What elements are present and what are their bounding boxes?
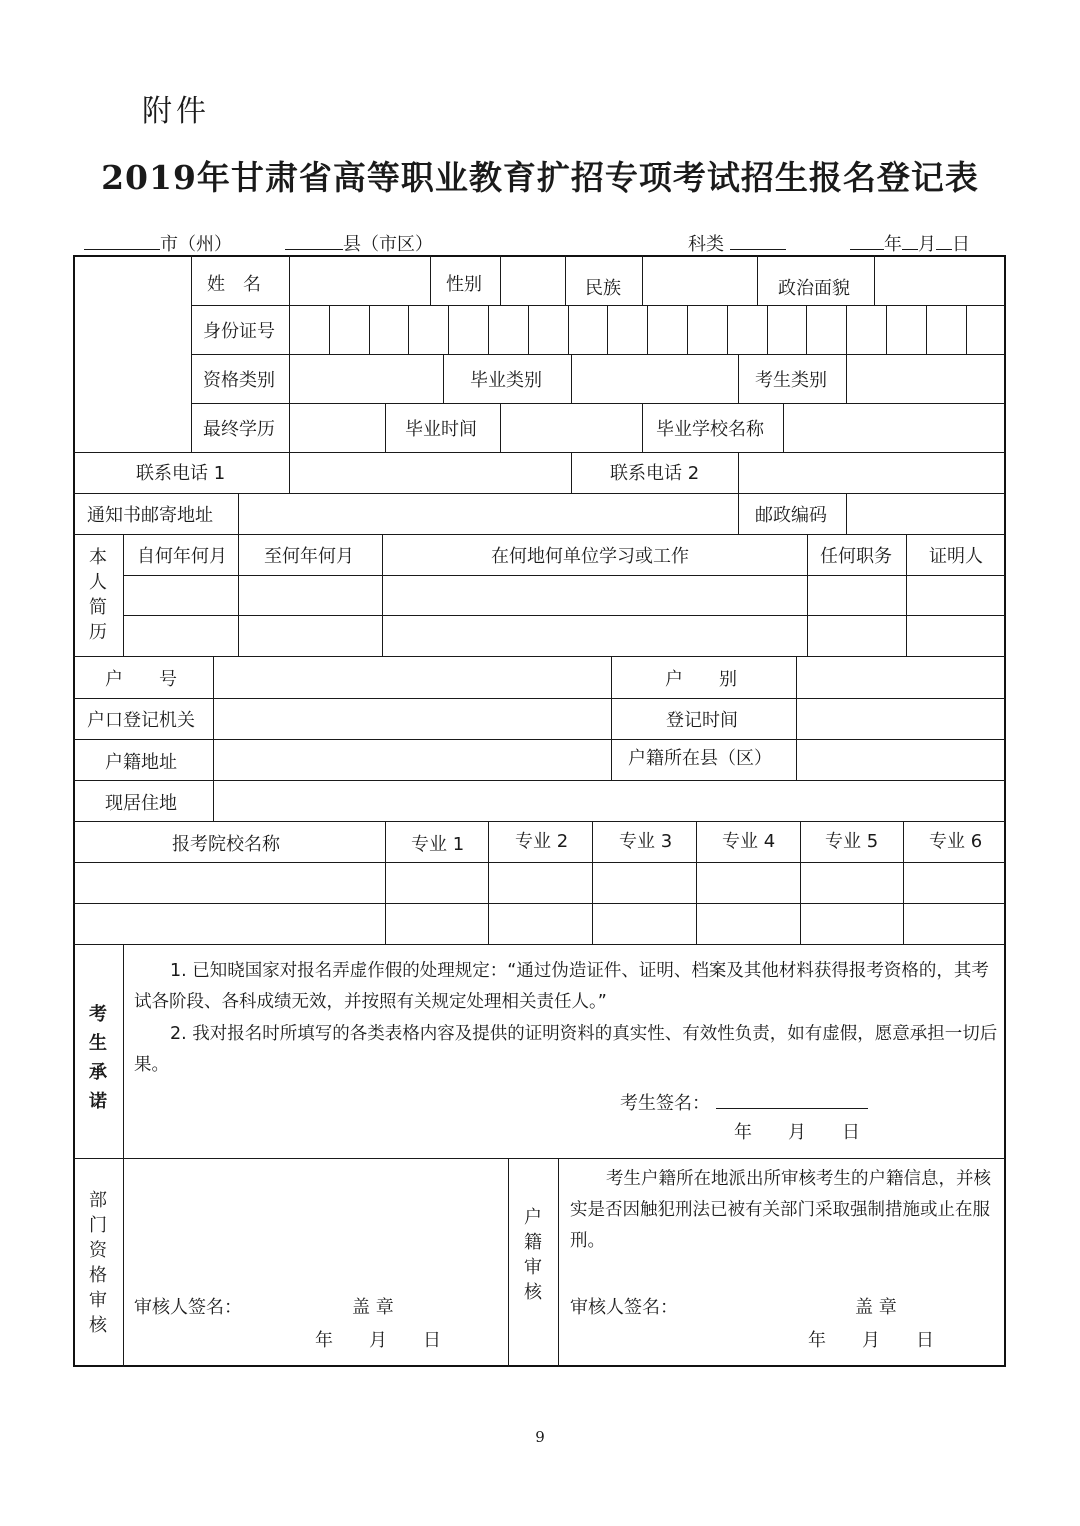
- candidate-signature: 考生签名：: [620, 1093, 868, 1115]
- household-review-date: 年 月 日: [808, 1330, 934, 1351]
- phone1-label: 联系电话 1: [136, 463, 226, 484]
- resume-from-label: 自何年何月: [137, 546, 227, 567]
- dept-review-side-label: 部门资格审核: [89, 1190, 107, 1336]
- id-number-cell-divider: [767, 305, 768, 354]
- dept-review-date: 年 月 日: [315, 1330, 441, 1351]
- id-number-cell-divider: [488, 305, 489, 354]
- household-review-text: 考生户籍所在地派出所审核考生的户籍信息，并核实是否因触犯刑法已被有关部门采取强制措施或止在服刑。: [570, 1169, 991, 1251]
- form-title: 2019年甘肃省高等职业教育扩招专项考试招生报名登记表: [101, 158, 979, 197]
- dept-reviewer-signature: 审核人签名：: [134, 1297, 242, 1318]
- major-6-label: 专业 6: [929, 831, 983, 852]
- id-number-cell-divider: [568, 305, 569, 354]
- household-number-label: 户 号: [105, 669, 177, 690]
- household-seal: 盖 章: [855, 1297, 897, 1318]
- current-residence-label: 现居住地: [105, 793, 177, 814]
- id-number-cell-divider: [926, 305, 927, 354]
- id-number-cell-divider: [966, 305, 967, 354]
- household-authority-label: 户口登记机关: [87, 710, 195, 731]
- id-number-cell-divider: [687, 305, 688, 354]
- household-reviewer-signature: 审核人签名：: [570, 1297, 678, 1318]
- education-label: 最终学历: [203, 419, 275, 440]
- resume-side-label: 本人简历: [89, 547, 107, 643]
- application-school-label: 报考院校名称: [172, 834, 280, 855]
- political-status-label: 政治面貌: [778, 278, 850, 299]
- postcode-label: 邮政编码: [755, 505, 827, 526]
- header-date: 年 月 日: [850, 230, 970, 256]
- candidate-type-label: 考生类别: [755, 370, 827, 391]
- dept-seal: 盖 章: [352, 1297, 394, 1318]
- ethnicity-label: 民族: [585, 278, 621, 299]
- resume-to-label: 至何年何月: [264, 546, 354, 567]
- id-number-cell-divider: [528, 305, 529, 354]
- id-number-cell-divider: [806, 305, 807, 354]
- id-number-cell-divider: [369, 305, 370, 354]
- pledge-paragraph-2: 2. 我对报名时所填写的各类表格内容及提供的证明资料的真实性、有效性负责，如有虚假，愿意承担一切后果。: [134, 1024, 998, 1075]
- id-number-cell-divider: [727, 305, 728, 354]
- resume-witness-label: 证明人: [929, 546, 983, 567]
- qualification-type-label: 资格类别: [203, 370, 275, 391]
- school-name-label: 毕业学校名称: [656, 419, 764, 440]
- pledge-side-label: 考生承诺: [89, 1004, 107, 1112]
- page-number: 9: [535, 1428, 545, 1446]
- header-subject: 科类: [688, 230, 786, 256]
- header-county: 县（市区）: [285, 230, 433, 256]
- id-number-label: 身份证号: [203, 321, 275, 342]
- id-number-cell-divider: [647, 305, 648, 354]
- gender-label: 性别: [446, 274, 482, 295]
- pledge-date: 年 月 日: [734, 1122, 860, 1143]
- id-number-cell-divider: [289, 305, 290, 354]
- id-number-cell-divider: [886, 305, 887, 354]
- id-number-cell-divider: [329, 305, 330, 354]
- major-1-label: 专业 1: [411, 834, 465, 855]
- id-number-cell-divider: [448, 305, 449, 354]
- major-2-label: 专业 2: [515, 831, 569, 852]
- id-number-cell-divider: [607, 305, 608, 354]
- major-4-label: 专业 4: [722, 831, 776, 852]
- household-type-label: 户 别: [665, 669, 737, 690]
- household-address-label: 户籍地址: [105, 752, 177, 773]
- registration-time-label: 登记时间: [666, 710, 738, 731]
- household-county-label: 户籍所在县（区）: [628, 748, 772, 769]
- header-city: 市（州）: [84, 230, 232, 256]
- name-label: 姓 名: [207, 274, 261, 295]
- major-3-label: 专业 3: [619, 831, 673, 852]
- id-number-cell-divider: [408, 305, 409, 354]
- household-review-side-label: 户籍审核: [524, 1207, 542, 1303]
- major-5-label: 专业 5: [825, 831, 879, 852]
- pledge-paragraph-1: 1. 已知晓国家对报名弄虚作假的处理规定：“通过伪造证件、证明、档案及其他材料获得报考资格的，其考试各阶段、各科成绩无效，并按照有关规定处理相关责任人。”: [134, 961, 989, 1012]
- resume-position-label: 任何职务: [820, 546, 892, 567]
- resume-where-label: 在何地何单位学习或工作: [491, 546, 689, 567]
- attachment-label: 附件: [142, 94, 210, 129]
- graduation-type-label: 毕业类别: [470, 370, 542, 391]
- graduation-time-label: 毕业时间: [405, 419, 477, 440]
- id-number-cell-divider: [846, 305, 847, 354]
- mailing-address-label: 通知书邮寄地址: [87, 505, 213, 526]
- phone2-label: 联系电话 2: [610, 463, 700, 484]
